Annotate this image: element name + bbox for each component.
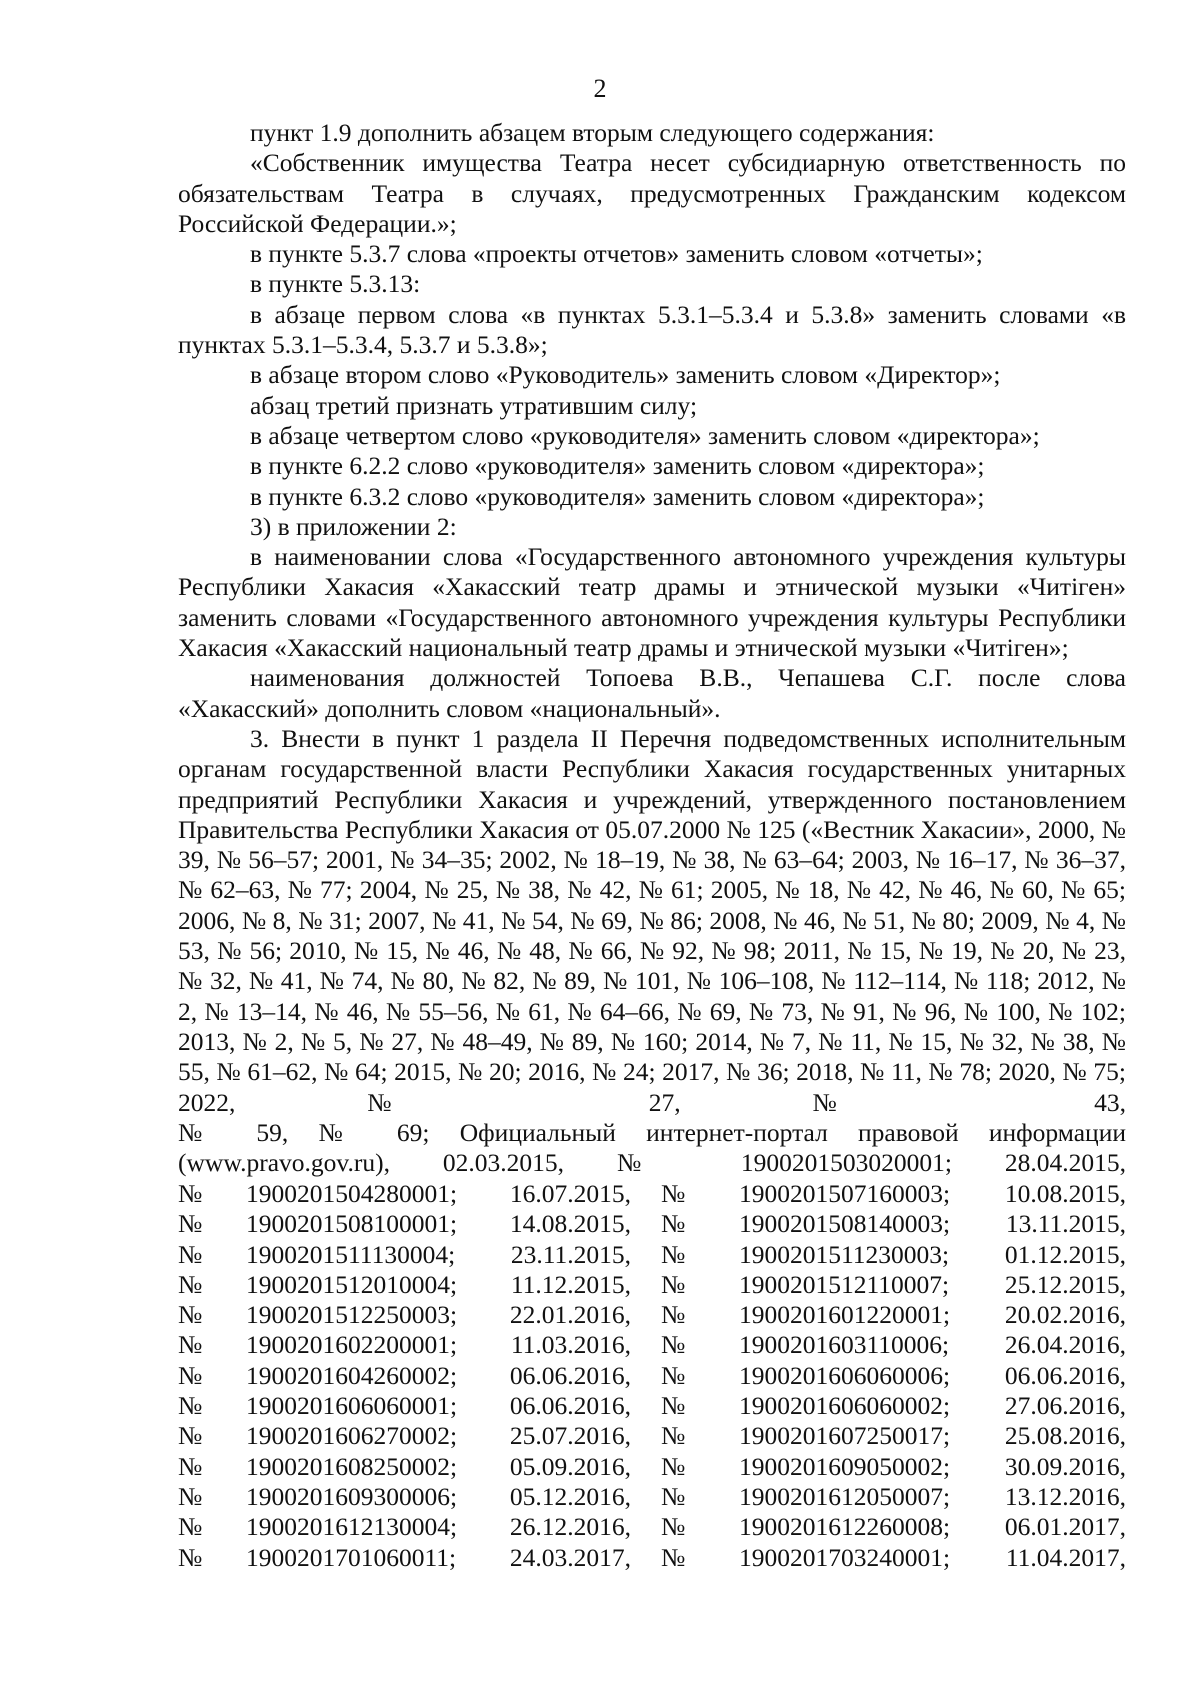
paragraph: в абзаце четвертом слово «руководителя» заменить словом «директора»; xyxy=(250,420,1040,450)
paragraph: 3. Внести в пункт 1 раздела II Перечня подведомственных исполнительным органам государственной власти Республики Хакасия государственных унитарных предприятий Республики Хакасия и учреждений, утвержденного постановлением Правительства Республики Хакасия от 05.07.2000 № 125 («Вестник Хакасии», 2000, № 39, № 56–57; 2001, № 34–35; 2002, № 18–19, № 38, № 63–64; 2003, № 16–17, № 36–37, № 62–63, № 77; 2004, № 25, № 38, № 42, № 61; 2005, № 18, № 42, № 46, № 60, № 65; 2006, № 8, № 31; 2007, № 41, № 54, № 69, № 86; 2008, № 46, № 51, № 80; 2009, № 4, № 53, № 56; 2010, № 15, № 46, № 48, № 66, № 92, № 98; 2011, № 15, № 19, № 20, № 23, № 32, № 41, № 74, № 80, № 82, № 89, № 101, № 106–108, № 112–114, № 118; 2012, № 2, № 13–14, № 46, № 55–56, № 61, № 64–66, № 69, № 73, № 91, № 96, № 100, № 102; 2013, № 2, № 5, № 27, № 48–49, № 89, № 160; 2014, № 7, № 11, № 15, № 32, № 38, № 55, № 61–62, № 64; 2015, № 20; 2016, № 24; 2017, № 36; 2018, № 11, № 78; 2020, № 75; 2022, № 27, № 43, xyxy=(178,723,1126,1117)
number-sign: № xyxy=(661,1179,686,1208)
paragraph: 3) в приложении 2: xyxy=(250,511,457,541)
publication-date: 23.11.2015, xyxy=(510,1239,631,1269)
number-sign: № xyxy=(661,1481,686,1511)
paragraph: в пункте 6.2.2 слово «руководителя» заменить словом «директора»; xyxy=(250,451,985,481)
number-sign: № xyxy=(178,1360,203,1390)
publication-date: 25.07.2016, xyxy=(509,1421,631,1451)
document-body xyxy=(178,118,1126,1178)
registration-number: 1900201511130004; xyxy=(246,1239,456,1269)
number-sign: № xyxy=(178,1300,203,1330)
number-sign: № xyxy=(178,1481,203,1511)
registry-row xyxy=(178,1330,1126,1360)
registry-row xyxy=(178,1391,1126,1421)
publication-date: 20.02.2016, xyxy=(1004,1300,1126,1330)
publication-date: 06.06.2016, xyxy=(1004,1360,1126,1390)
registration-number: 1900201701060011; xyxy=(246,1542,457,1572)
registration-number: 1900201512250003; xyxy=(246,1300,458,1330)
registration-number: 1900201608250002; xyxy=(246,1451,458,1481)
publication-date: 10.08.2015, xyxy=(1004,1179,1126,1208)
paragraph: в наименовании слова «Государственного автономного учреждения культуры Республики Хакасия «Хакасский театр драмы и этнической музыки «Читіген» заменить словами «Государственного автономного учреждения культуры Республики Хакасия «Хакасский национальный театр драмы и этнической музыки «Читіген»; xyxy=(178,542,1126,663)
paragraph: пункт 1.9 дополнить абзацем вторым следующего содержания: xyxy=(250,118,935,147)
registration-number: 1900201511230003; xyxy=(739,1239,950,1269)
number-sign: № xyxy=(178,1391,203,1421)
publication-date: 11.12.2015, xyxy=(510,1269,631,1299)
registration-number: 1900201606060006; xyxy=(739,1360,951,1390)
registry-row xyxy=(178,1209,1126,1239)
number-sign: № xyxy=(661,1300,686,1330)
publication-date: 05.12.2016, xyxy=(509,1481,631,1511)
registration-number: 1900201606060001; xyxy=(246,1391,458,1421)
publication-date: 26.04.2016, xyxy=(1004,1330,1126,1360)
publication-date: 14.08.2015, xyxy=(509,1209,631,1239)
number-sign: № xyxy=(178,1330,203,1360)
registry-row xyxy=(178,1512,1126,1542)
paragraph: в пункте 5.3.13: xyxy=(250,269,421,299)
publication-date: 27.06.2016, xyxy=(1004,1391,1126,1421)
registry-row xyxy=(178,1361,1126,1391)
paragraph: в абзаце втором слово «Руководитель» заменить словом «Директор»; xyxy=(250,360,1001,390)
publication-date: 16.07.2015, xyxy=(509,1179,631,1208)
paragraph: «Собственник имущества Театра несет субсидиарную ответственность по обязательствам Театра в случаях, предусмотренных Гражданским кодексом Российской Федерации.»; xyxy=(178,148,1126,238)
number-sign: № xyxy=(178,1239,203,1269)
registration-number: 1900201504280001; xyxy=(246,1179,458,1208)
number-sign: № xyxy=(661,1360,686,1390)
registry-row xyxy=(178,1270,1126,1300)
paragraph: абзац третий признать утратившим силу; xyxy=(250,390,698,420)
registration-number: 1900201601220001; xyxy=(739,1300,951,1330)
registration-number: 1900201603110006; xyxy=(739,1330,950,1360)
number-sign: № xyxy=(178,1542,203,1572)
publication-date: 13.11.2015, xyxy=(1005,1209,1126,1239)
publication-date: 11.04.2017, xyxy=(1005,1542,1126,1572)
publication-date: 25.12.2015, xyxy=(1004,1269,1126,1299)
publication-date: 06.06.2016, xyxy=(509,1360,631,1390)
number-sign: № xyxy=(661,1391,686,1421)
number-sign: № xyxy=(661,1330,686,1360)
registry-list xyxy=(178,1179,1126,1573)
registration-number: 1900201609050002; xyxy=(739,1451,951,1481)
number-sign: № xyxy=(661,1421,686,1451)
paragraph: в абзаце первом слова «в пунктах 5.3.1–5.3.4 и 5.3.8» заменить словами «в пунктах 5.3.1–5.3.4, 5.3.7 и 5.3.8»; xyxy=(178,299,1126,360)
number-sign: № xyxy=(661,1542,686,1572)
paragraph: (www.pravo.gov.ru), 02.03.2015, № 1900201503020001; 28.04.2015, xyxy=(178,1148,1126,1178)
number-sign: № xyxy=(661,1239,686,1269)
registration-number: 1900201606270002; xyxy=(246,1421,458,1451)
number-sign: № xyxy=(661,1451,686,1481)
registration-number: 1900201612130004; xyxy=(246,1512,458,1542)
paragraph: в пункте 6.3.2 слово «руководителя» заменить словом «директора»; xyxy=(250,481,985,511)
number-sign: № xyxy=(178,1451,203,1481)
publication-date: 13.12.2016, xyxy=(1004,1481,1126,1511)
registry-row xyxy=(178,1179,1126,1209)
registry-row xyxy=(178,1300,1126,1330)
registration-number: 1900201512110007; xyxy=(739,1269,950,1299)
publication-date: 01.12.2015, xyxy=(1004,1239,1126,1269)
number-sign: № xyxy=(178,1269,203,1299)
registration-number: 1900201606060002; xyxy=(739,1391,951,1421)
registry-row xyxy=(178,1543,1126,1573)
paragraph: № 59, № 69; Официальный интернет-портал правовой информации xyxy=(178,1117,1126,1147)
number-sign: № xyxy=(661,1269,686,1299)
registration-number: 1900201612260008; xyxy=(739,1512,951,1542)
registration-number: 1900201512010004; xyxy=(246,1269,458,1299)
paragraph: наименования должностей Топоева В.В., Чепашева С.Г. после слова «Хакасский» дополнить словом «национальный». xyxy=(178,663,1126,723)
number-sign: № xyxy=(178,1179,203,1208)
registration-number: 1900201507160003; xyxy=(739,1179,951,1208)
publication-date: 06.01.2017, xyxy=(1004,1512,1126,1542)
publication-date: 30.09.2016, xyxy=(1004,1451,1126,1481)
paragraph: в пункте 5.3.7 слова «проекты отчетов» заменить словом «отчеты»; xyxy=(250,239,983,269)
publication-date: 11.03.2016, xyxy=(510,1330,631,1360)
registration-number: 1900201609300006; xyxy=(246,1481,458,1511)
registration-number: 1900201602200001; xyxy=(246,1330,458,1360)
registration-number: 1900201612050007; xyxy=(739,1481,951,1511)
registration-number: 1900201607250017; xyxy=(739,1421,951,1451)
number-sign: № xyxy=(178,1209,203,1239)
number-sign: № xyxy=(661,1512,686,1542)
number-sign: № xyxy=(178,1512,203,1542)
registry-row xyxy=(178,1482,1126,1512)
registry-row xyxy=(178,1452,1126,1482)
registration-number: 1900201703240001; xyxy=(739,1542,951,1572)
registry-row xyxy=(178,1240,1126,1270)
publication-date: 24.03.2017, xyxy=(509,1542,631,1572)
registry-row xyxy=(178,1421,1126,1451)
number-sign: № xyxy=(178,1421,203,1451)
page-number: 2 xyxy=(593,74,607,103)
registration-number: 1900201604260002; xyxy=(246,1360,458,1390)
number-sign: № xyxy=(661,1209,686,1239)
publication-date: 26.12.2016, xyxy=(509,1512,631,1542)
publication-date: 25.08.2016, xyxy=(1004,1421,1126,1451)
registration-number: 1900201508100001; xyxy=(246,1209,458,1239)
publication-date: 06.06.2016, xyxy=(509,1391,631,1421)
publication-date: 22.01.2016, xyxy=(509,1300,631,1330)
publication-date: 05.09.2016, xyxy=(509,1451,631,1481)
registration-number: 1900201508140003; xyxy=(739,1209,951,1239)
